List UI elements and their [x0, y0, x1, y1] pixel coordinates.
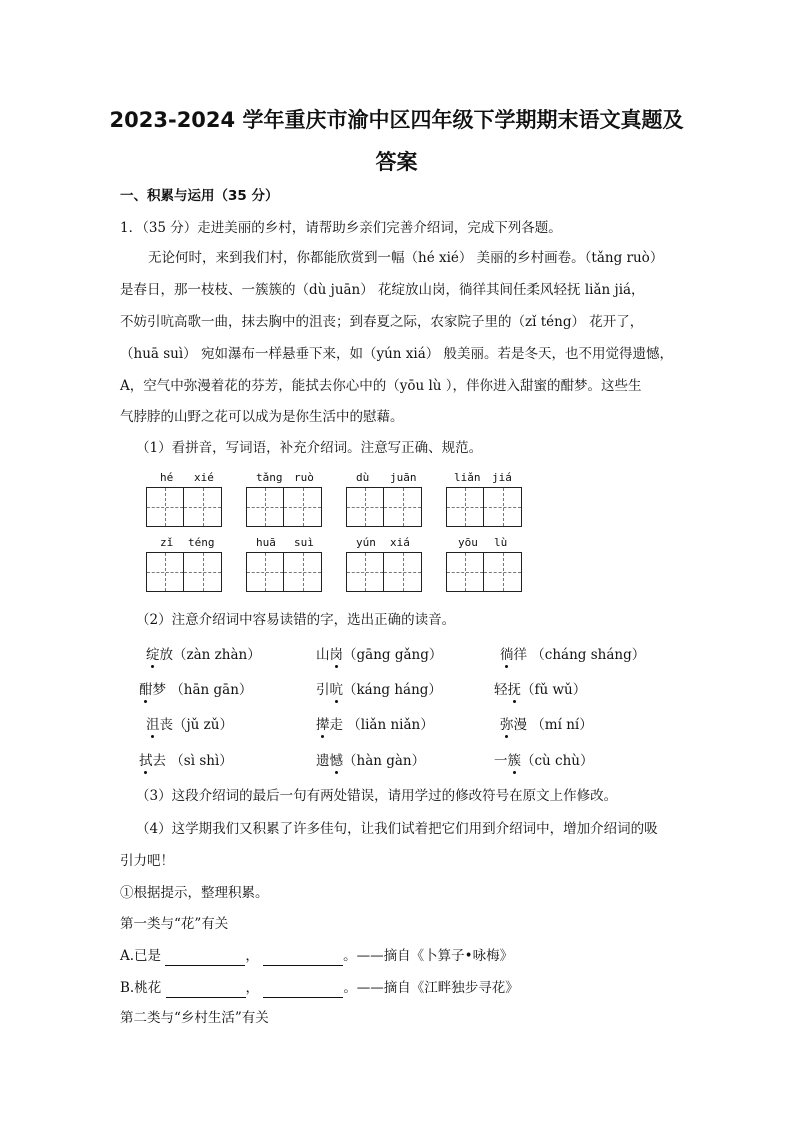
character-boxes[interactable] [246, 487, 322, 527]
sub-question-1: （1）看拼音，写词语，补充介绍词。注意写正确、规范。 [136, 440, 483, 456]
answer-blank[interactable] [166, 983, 246, 998]
page-title: 2023-2024 学年重庆市渝中区四年级下学期期末语文真题及 [109, 108, 684, 132]
pronunciation-choice[interactable]: 一簇（cù chù） [494, 753, 594, 769]
passage-line: 气脖脖的山野之花可以成为是你生活中的慰藉。 [120, 409, 404, 425]
pinyin-label: téng [188, 536, 215, 549]
pinyin-label: zǐ [160, 536, 174, 549]
passage-line: 无论何时，来到我们村，你都能欣赏到一幅（hé xié） 美丽的乡村画卷。（tǎng ruò） [148, 250, 664, 266]
pronunciation-choice[interactable]: 山岗（gāng gǎng） [316, 647, 443, 663]
pinyin-label: hé [160, 471, 174, 484]
sub-question-2: （2）注意介绍词中容易读错的字，选出正确的读音。 [136, 612, 456, 628]
passage-line: A，空气中弥漫着花的芬芳，能拭去你心中的（yōu lù ），伴你进入甜蜜的酣梦。这些生 [120, 378, 642, 394]
pinyin-label: jiá [492, 471, 512, 484]
pinyin-label: juān [390, 471, 417, 484]
pinyin-label: suì [294, 536, 314, 549]
pinyin-label: tǎng [256, 471, 283, 484]
passage-line: 不妨引吭高歌一曲，抹去胸中的沮丧；到春夏之际，农家院子里的（zǐ téng） 花开了， [120, 314, 644, 330]
category-heading: 第二类与“乡村生活”有关 [120, 1010, 269, 1026]
pinyin-label: xiá [390, 536, 410, 549]
pronunciation-choice[interactable]: 酣梦 （hān gān） [139, 682, 253, 698]
section-heading: 一、积累与运用（35 分） [120, 188, 279, 204]
page-title-continued: 答案 [375, 150, 418, 174]
answer-blank[interactable] [263, 983, 343, 998]
pinyin-label: huā [256, 536, 276, 549]
character-boxes[interactable] [346, 487, 422, 527]
pronunciation-choice[interactable]: 拭去 （sì shì） [139, 753, 233, 769]
instruction-circle-1: ①根据提示，整理积累。 [120, 885, 269, 901]
fill-item-a: A.已是 ， 。——摘自《卜算子•咏梅》 [120, 948, 514, 964]
passage-line: 是春日，那一枝枝、一簇簇的（dù juān） 花绽放山岗，徜徉其间任柔风轻抚 liǎn jiá， [120, 282, 645, 298]
pinyin-label: ruò [294, 471, 314, 484]
pinyin-label: xié [194, 471, 214, 484]
character-boxes[interactable] [346, 552, 422, 592]
sub-question-3: （3）这段介绍词的最后一句有两处错误，请用学过的修改符号在原文上作修改。 [136, 788, 618, 804]
pronunciation-choice[interactable]: 徜徉 （cháng sháng） [500, 647, 646, 663]
pronunciation-choice[interactable]: 轻抚（fǔ wǔ） [494, 682, 587, 698]
fill-item-b: B.桃花 ， 。——摘自《江畔独步寻花》 [120, 980, 519, 996]
pinyin-label: yún [356, 536, 376, 549]
character-boxes[interactable] [446, 487, 522, 527]
character-boxes[interactable] [146, 552, 222, 592]
character-boxes[interactable] [146, 487, 222, 527]
pronunciation-choice[interactable]: 绽放（zàn zhàn） [146, 647, 261, 663]
pronunciation-choice[interactable]: 引吭（káng háng） [316, 682, 442, 698]
category-heading: 第一类与“花”有关 [120, 916, 229, 932]
pronunciation-choice[interactable]: 撵走 （liǎn niǎn） [316, 717, 434, 733]
pronunciation-choice[interactable]: 沮丧（jǔ zǔ） [146, 717, 233, 733]
passage-line: （huā suì） 宛如瀑布一样悬垂下来，如（yún xiá） 般美丽。若是冬天，也不用觉得遗憾， [120, 346, 674, 362]
question-1-stem: 1．（35 分）走进美丽的乡村，请帮助乡亲们完善介绍词，完成下列各题。 [120, 220, 562, 236]
pronunciation-choice[interactable]: 遗憾（hàn gàn） [316, 753, 426, 769]
pinyin-label: yōu [458, 536, 478, 549]
pronunciation-choice[interactable]: 弥漫 （mí ní） [500, 717, 593, 733]
character-boxes[interactable] [446, 552, 522, 592]
sub-question-4-continued: 引力吧！ [120, 853, 174, 869]
pinyin-label: lù [494, 536, 508, 549]
answer-blank[interactable] [263, 951, 343, 966]
pinyin-label: dù [356, 471, 370, 484]
pinyin-label: liǎn [454, 471, 481, 484]
answer-blank[interactable] [165, 951, 245, 966]
character-boxes[interactable] [246, 552, 322, 592]
sub-question-4: （4）这学期我们又积累了许多佳句，让我们试着把它们用到介绍词中，增加介绍词的吸 [136, 821, 658, 837]
